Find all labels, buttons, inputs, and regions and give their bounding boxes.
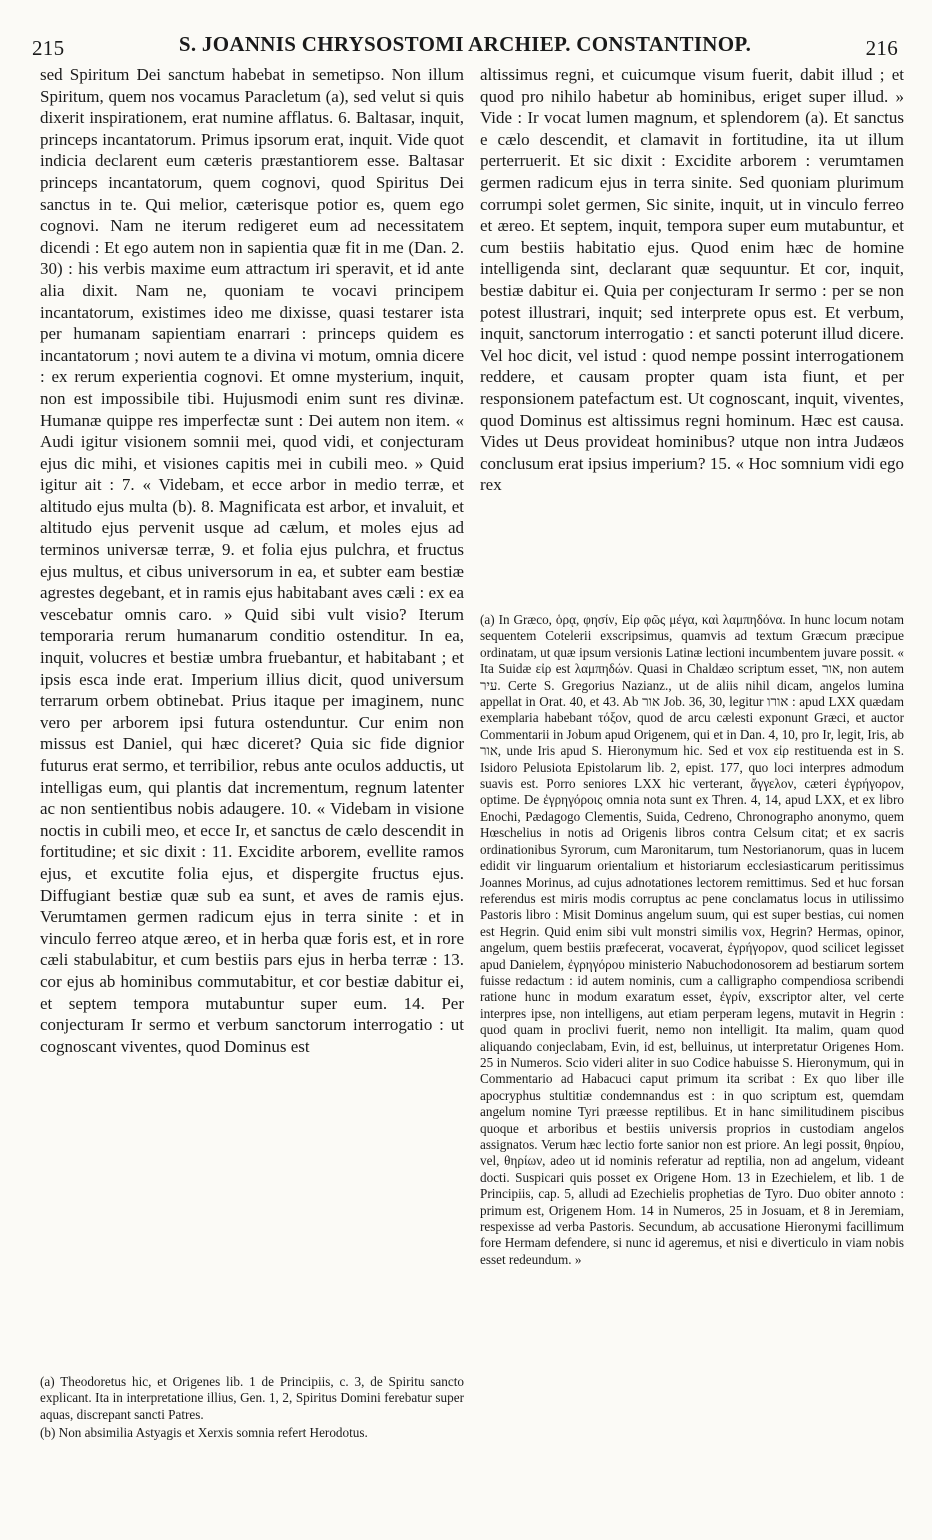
page-header — [32, 30, 898, 62]
right-column — [480, 64, 904, 1270]
footnote-b-left: (b) Non absimilia Astyagis et Xerxis somnia refert Herodotus. — [40, 1425, 368, 1441]
left-column-body: sed Spiritum Dei sanctum habebat in semetipso. Non illum Spiritum, quem nos vocamus Paracletum (a), sed velut si quis dixerit inspirationem, erat numine afflatus. 6. Baltasar, inquit, princeps incantatorum. Primus ipsorum erat, inquit. Vide quot indicia declarent eum cæteris præstantiorem esse. Baltasar princeps incantatorum, quem cognovi, quod Spiritus Dei sanctus in te. Qui melior, cæterisque potior es, quem ego cognovi. Nam ne iterum redigeret eum ad necessitatem dicendi : Et ego autem non in sapientia quæ fit in me (Dan. 2. 30) : his verbis maxime eum attractum iri speravit, et id ante alia dixit. Nam ne, quoniam te vocavi principem incantatorum, existimes ideo me dixisse, quasi testarer ista per humanam sapientiam enarrari : princeps quidem es incantatorum ; novi autem te a divina vi motum, omnia dicere : ex rerum experientia cognovi. Et omne mysterium, inquit, non est impossibile tibi. Hujusmodi enim sunt res divinæ. Humanæ quippe res imperfectæ sunt : Dei autem non item. « Audi igitur visionem somnii mei, quod vidi, et conjecturam ejus dic mihi, et visiones capitis mei in cubili meo. » Quid igitur ait : 7. « Videbam, et ecce arbor in medio terræ, et altitudo ejus multa (b). 8. Magnificata est arbor, et invaluit, et altitudo ejus pervenit usque ad cælum, et moles ejus ad terminos universæ terræ, 9. et folia ejus pulchra, et fructus ejus multus, et cibus universorum in ea, et subter eam bestiæ agrestes degebant, et in ramis ejus habitabant aves cæli : ex ea vescebatur omnis caro. » Quid sibi vult visio? Iterum temporaria rerum humanarum conditio ostenditur. In ea, inquit, volucres et bestiæ umbra fruebantur, et habitabant ; et ipsis esca inde erat. Imperium illius dicit, quod universum terrarum orbem obtinebat. Prius itaque per imaginem, nunc vero per arborem ipsi futura ostenduntur. Cur enim non missus est Daniel, qui hæc diceret? Quia sic fide dignior futurus erat sermo, et terribilior, rebus ante oculos adductis, ut intelligas eum, qui plantis dat incrementum, regnum latenter ac non sentientibus nobis adaugere. 10. « Videbam in visione noctis in cubili meo, et ecce Ir, et sanctus de cælo descendit in fortitudine; et sic dixit : 11. Excidite arborem, evellite ramos ejus, et excutite folia ejus, et dispergite fructus ejus. Diffugiant bestiæ quæ sub ea sunt, et aves de ramis ejus. Verumtamen germen radicum ejus in terra sinite : et in vinculo ferreo atque æreo, et in herba quæ foris est, et in rore cæli stabulabitur, et cum bestiis pars ejus in herba terræ : 13. cor ejus ab hominibus commutabitur, et cor bestiæ dabitur ei, et septem tempora mutabuntur super eum. 14. Per conjecturam Ir sermo et verbum sanctorum interrogatio : ut cognoscant viventes, quod Dominus est — [40, 65, 464, 1056]
page-number-left: 215 — [32, 36, 65, 60]
right-column-body: altissimus regni, et cuicumque visum fuerit, dabit illud ; et quod pro nihilo habetur ab hominibus, eriget super illud. » Vide : Ir vocat lumen magnum, et splendorem (a). Et sanctus e cælo descendit, et clamavit in fortitudine, ita ut illum perterruerit. Et sic dixit : Excidite arborem : verumtamen germen radicum ejus in terra sinite. Sed quoniam plurimum corrumpi solet germen, Sic sinite, inquit, ut in vinculo ferreo et æreo. Et septem, inquit, tempora super eum mutabuntur, et cum bestiis habitatio ejus. Quod enim hæc de homine intelligenda sint, declarant quæ sequuntur. Et cor, inquit, bestiæ dabitur ei. Quia per conjecturam Ir sermo : per se non potest illustrari, inquit; sed interprete opus est. Et verbum, inquit, sanctorum interrogatio : et sancti poterunt illud dicere. Vel hoc dicit, vel istud : quod nempe possint interrogationem reddere, et causam propter quam ista fiunt, et per responsionem patefactum est. Ut cognoscant, inquit, viventes, quod Dominus est altissimus regni hominum. Hæc est causa. Vides ut Deus provideat hominibus? utque non intra Judæos conclusum erat ipsius imperium? 15. « Hoc somnium vidi ego rex — [480, 65, 904, 495]
page-number-right: 216 — [865, 36, 898, 60]
footnote-a-right: (a) In Græco, ὁρᾳ, φησίν, Εἰρ φῶς μέγα, καὶ λαμπηδόνα. In hunc locum notam sequentem Cotelerii exscripsimus, quamvis ad textum Græcum præcipue ordinatam, ut quæ ipsum versionis Latinæ lectioni incumbentem juvare possit. « Ita Suidæ εἰρ est λαμπηδών. Quasi in Chaldæo scriptum esset, אור, non autem עיר. Certe S. Gregorius Nazianz., ut de aliis nihil dicam, angelos lumina appellat in Orat. 40, et 43. Ab אור Job. 36, 30, legitur אורו : apud LXX quædam exemplaria habebant τόξον, quod de arcu cælesti exponunt Græci, et auctor Commentarii in Jobum apud Origenem, qui et in Dan. 4, 10, pro Ir, legit, Iris, ab אור, unde Iris apud S. Hieronymum hic. Sed et vox εἰρ restituenda est in S. Isidoro Pelusiota Epistolarum lib. 2, epist. 177, quo loci interpres admodum suavis est. Porro seniores LXX hic verterant, ἄγγελον, cæteri ἐγρήγορον, optime. De ἐγρηγόροις omnia nota sunt ex Thren. 4, 14, apud LXX, et ex libro Enochi, Pædagogo Clementis, Suida, Cedreno, Chronographo anonymo, quem Hœschelius in notis ad Origenis libros contra Celsum citat; et ex sacris ordinationibus Syrorum, cum Maronitarum, tum Nestorianorum, quas in lucem edidit vir linguarum orientalium et historiarum ecclesiasticarum peritissimus Joannes Morinus, ad cujus adnotationes lectorem remittimus. Sed et huc forsan referendus est miris modis corruptus ac pene conclamatus locus in utilissimo Pastoris libro : Misit Dominus angelum suum, qui est super bestias, cui nomen est Hegrin. Quid enim sibi vult monstri similis vox, Hegrin? Hermas, opinor, angelum, quem bestiis præfecerat, vocaverat, ἐγρήγορον, quod scilicet legisset apud Danielem, ἐγρηγόρου ministerio Nabuchodonosorem ad bestiarum sortem fuisse redactum : id autem nominis, cum a calligrapho compendiosa scribendi ratione hunc in modum exaratum esset, ἐγρίν, exscriptor alter, vel certe interpres ipse, non intelligens, aut etiam perperam legens, mutavit in Hegrin : quod quam in proclivi fuerit, nemo non intelligit. Ita malim, quam quod aliquando conjeclabam, Evin, id est, belluinus, ut interpretatur Origenes Hom. 25 in Numeros. Scio videri aliter in suo Codice habuisse S. Hieronymum, qui in Commentario ad Habacuci caput primum ita scribat : Ex quo liber ille apocryphus stultitiæ condemnandus est : in quo scriptum est, quemdam angelum nomine Tyri præesse reptilibus. Et in hanc similitudinem piscibus quoque et arboribus et bestiis universis proprios in custodiam angelos assignatos. Verum hæc lectio forte sanior non est priore. An legi possit, θηρίου, vel, θηρίων, adeo ut id nominis referatur ad reptilia, non ad angelum, videant docti. Suspicari quis posset ex Origene Hom. 13 in Ezechielem, et lib. 1 de Principiis, cap. 5, alludi ad Ezechielis prophetias de Tyro. Duo obiter annoto : primum est, Origenem Hom. 14 in Numeros, 25 in Josuam, et 8 in Jeremiam, respexisse ad verba Pastoris. Secundum, ab accusatione Hieronymi facillimum fore Hermam defendere, si nunc id ageremus, et nisi e diverticulo in viam nobis esset redeundum. » — [480, 612, 904, 1267]
footnote-a-left: (a) Theodoretus hic, et Origenes lib. 1 de Principiis, c. 3, de Spiritu sancto explicant. Ita in interpretatione illius, Gen. 1, 2, Spiritus Domini ferebatur super aquas, discrepant sancti Patres. — [40, 1374, 464, 1422]
running-title: S. JOANNIS CHRYSOSTOMI ARCHIEP. CONSTANTINOP. — [178, 32, 752, 56]
right-footnote — [480, 612, 904, 1268]
left-column — [40, 64, 464, 1444]
left-footnotes — [40, 1374, 464, 1442]
